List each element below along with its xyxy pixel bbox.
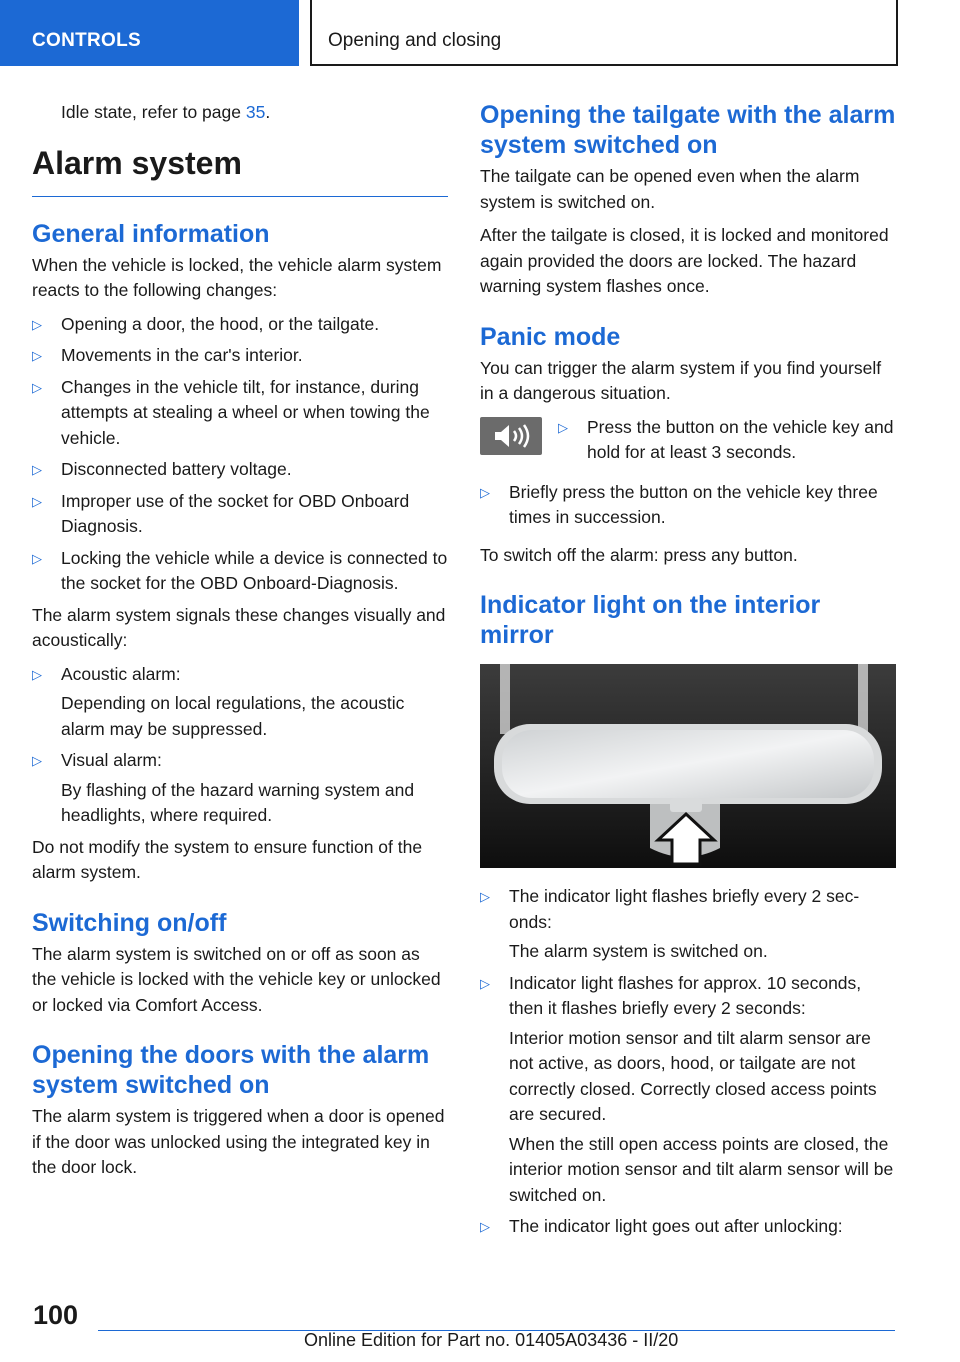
list-item: ▷ Visual alarm: By flashing of the hazard warning system and headlights, where required. [32, 750, 415, 825]
heading-tailgate: Opening the tailgate with the alarm system switched on [480, 101, 896, 159]
panic-list [480, 480, 896, 531]
speaker-sound-icon [480, 417, 542, 455]
paragraph: The tailgate can be opened even when the alarm system is switched on. [480, 166, 860, 212]
list-item: ▷ Briefly press the button on the vehicle key three times in succession. [480, 481, 878, 527]
heading-switching: Switching on/off [32, 908, 227, 937]
list-item: ▷ The indicator light flashes briefly every 2 seconds: The alarm system is switched on. [480, 886, 860, 961]
section-tab [0, 0, 299, 66]
list-item: ▷ Acoustic alarm: Depending on local regulations, the acoustic alarm may be suppressed. [32, 663, 405, 739]
triangle-right-icon: ▷ [32, 550, 42, 566]
list-item: ▷ Press the button on the vehicle key and hold for at least 3 seconds. [558, 416, 894, 462]
signals-list [32, 662, 448, 829]
paragraph: Do not modify the system to ensure function of the alarm system. [32, 836, 423, 882]
page-title: Alarm system [32, 144, 448, 197]
triangle-right-icon: ▷ [480, 889, 490, 904]
panic-key-row [480, 415, 896, 472]
paragraph: The alarm system is switched on or off as soon as the vehicle is locked with the vehicle key or unlocked or locked via Comfort Access. [32, 943, 441, 1015]
right-column [480, 100, 896, 1246]
triangle-right-icon: ▷ [32, 753, 42, 768]
left-column [32, 100, 448, 1189]
section-label: CONTROLS [32, 30, 142, 51]
heading-panic: Panic mode [480, 322, 621, 351]
changes-list [32, 312, 448, 597]
list-item: ▷ Locking the vehicle while a device is connected to the socket for the OBD Onboard-Diagnosis. [32, 547, 448, 593]
page-number: 100 [33, 1300, 79, 1330]
paragraph: To switch off the alarm: press any button. [480, 544, 798, 565]
list-item: ▷ Improper use of the socket for OBD Onboard Diagnosis. [32, 490, 410, 536]
triangle-right-icon: ▷ [480, 1219, 490, 1234]
chapter-tab [310, 0, 898, 66]
triangle-right-icon: ▷ [32, 316, 42, 332]
edition-note: Online Edition for Part no. 01405A03436 - II/20 [304, 1330, 679, 1350]
heading-general: General information [32, 219, 270, 248]
paragraph: You can trigger the alarm system if you find yourself in a dangerous situation. [480, 357, 882, 403]
list-item: ▷ The indicator light goes out after unlocking: [480, 1214, 896, 1240]
paragraph: The alarm system signals these changes visually and acoustically: [32, 604, 446, 650]
paragraph: The alarm system is triggered when a door is opened if the door was unlocked using the integrated key in the door lock. [32, 1106, 445, 1177]
heading-doors: Opening the doors with the alarm system switched on [32, 1041, 430, 1099]
triangle-right-icon: ▷ [558, 419, 568, 435]
list-item: ▷ Movements in the car's interior. [32, 343, 448, 369]
triangle-right-icon: ▷ [480, 975, 490, 991]
chapter-label: Opening and closing [328, 30, 502, 51]
list-item: ▷ Indicator light flashes for approx. 10 seconds, then it flashes briefly every 2 seconds: Interior motion sensor and tilt alarm sensor are not active, as doors, hood, or tailgate are not correctly closed. Correctly closed access points are secured. When the still open access points are closed, the interior motion sensor and tilt alarm sensor will be switched on. [480, 972, 894, 1205]
list-item: ▷ Changes in the vehicle tilt, for instance, during attempts at stealing a wheel or when towing the vehicle. [32, 376, 430, 448]
paragraph: When the vehicle is locked, the vehicle alarm system reacts to the following changes: [32, 254, 442, 300]
mirror-image [480, 664, 896, 868]
triangle-right-icon: ▷ [32, 493, 42, 509]
indicator-list [480, 884, 896, 1240]
triangle-right-icon: ▷ [32, 379, 42, 395]
heading-indicator: Indicator light on the interior mirror [480, 591, 821, 649]
list-item: ▷ Opening a door, the hood, or the tailgate. [32, 312, 448, 338]
list-item: ▷ Disconnected battery voltage. [32, 457, 448, 483]
triangle-right-icon: ▷ [32, 666, 42, 682]
triangle-right-icon: ▷ [480, 484, 490, 500]
intro-line: Idle state, refer to page 35. [61, 102, 271, 122]
page-link[interactable]: 35 [245, 102, 266, 122]
triangle-right-icon: ▷ [32, 462, 42, 477]
paragraph: After the tailgate is closed, it is locked and monitored again provided the doors are locked. The hazard warning system flashes once. [480, 225, 889, 296]
triangle-right-icon: ▷ [32, 348, 42, 363]
